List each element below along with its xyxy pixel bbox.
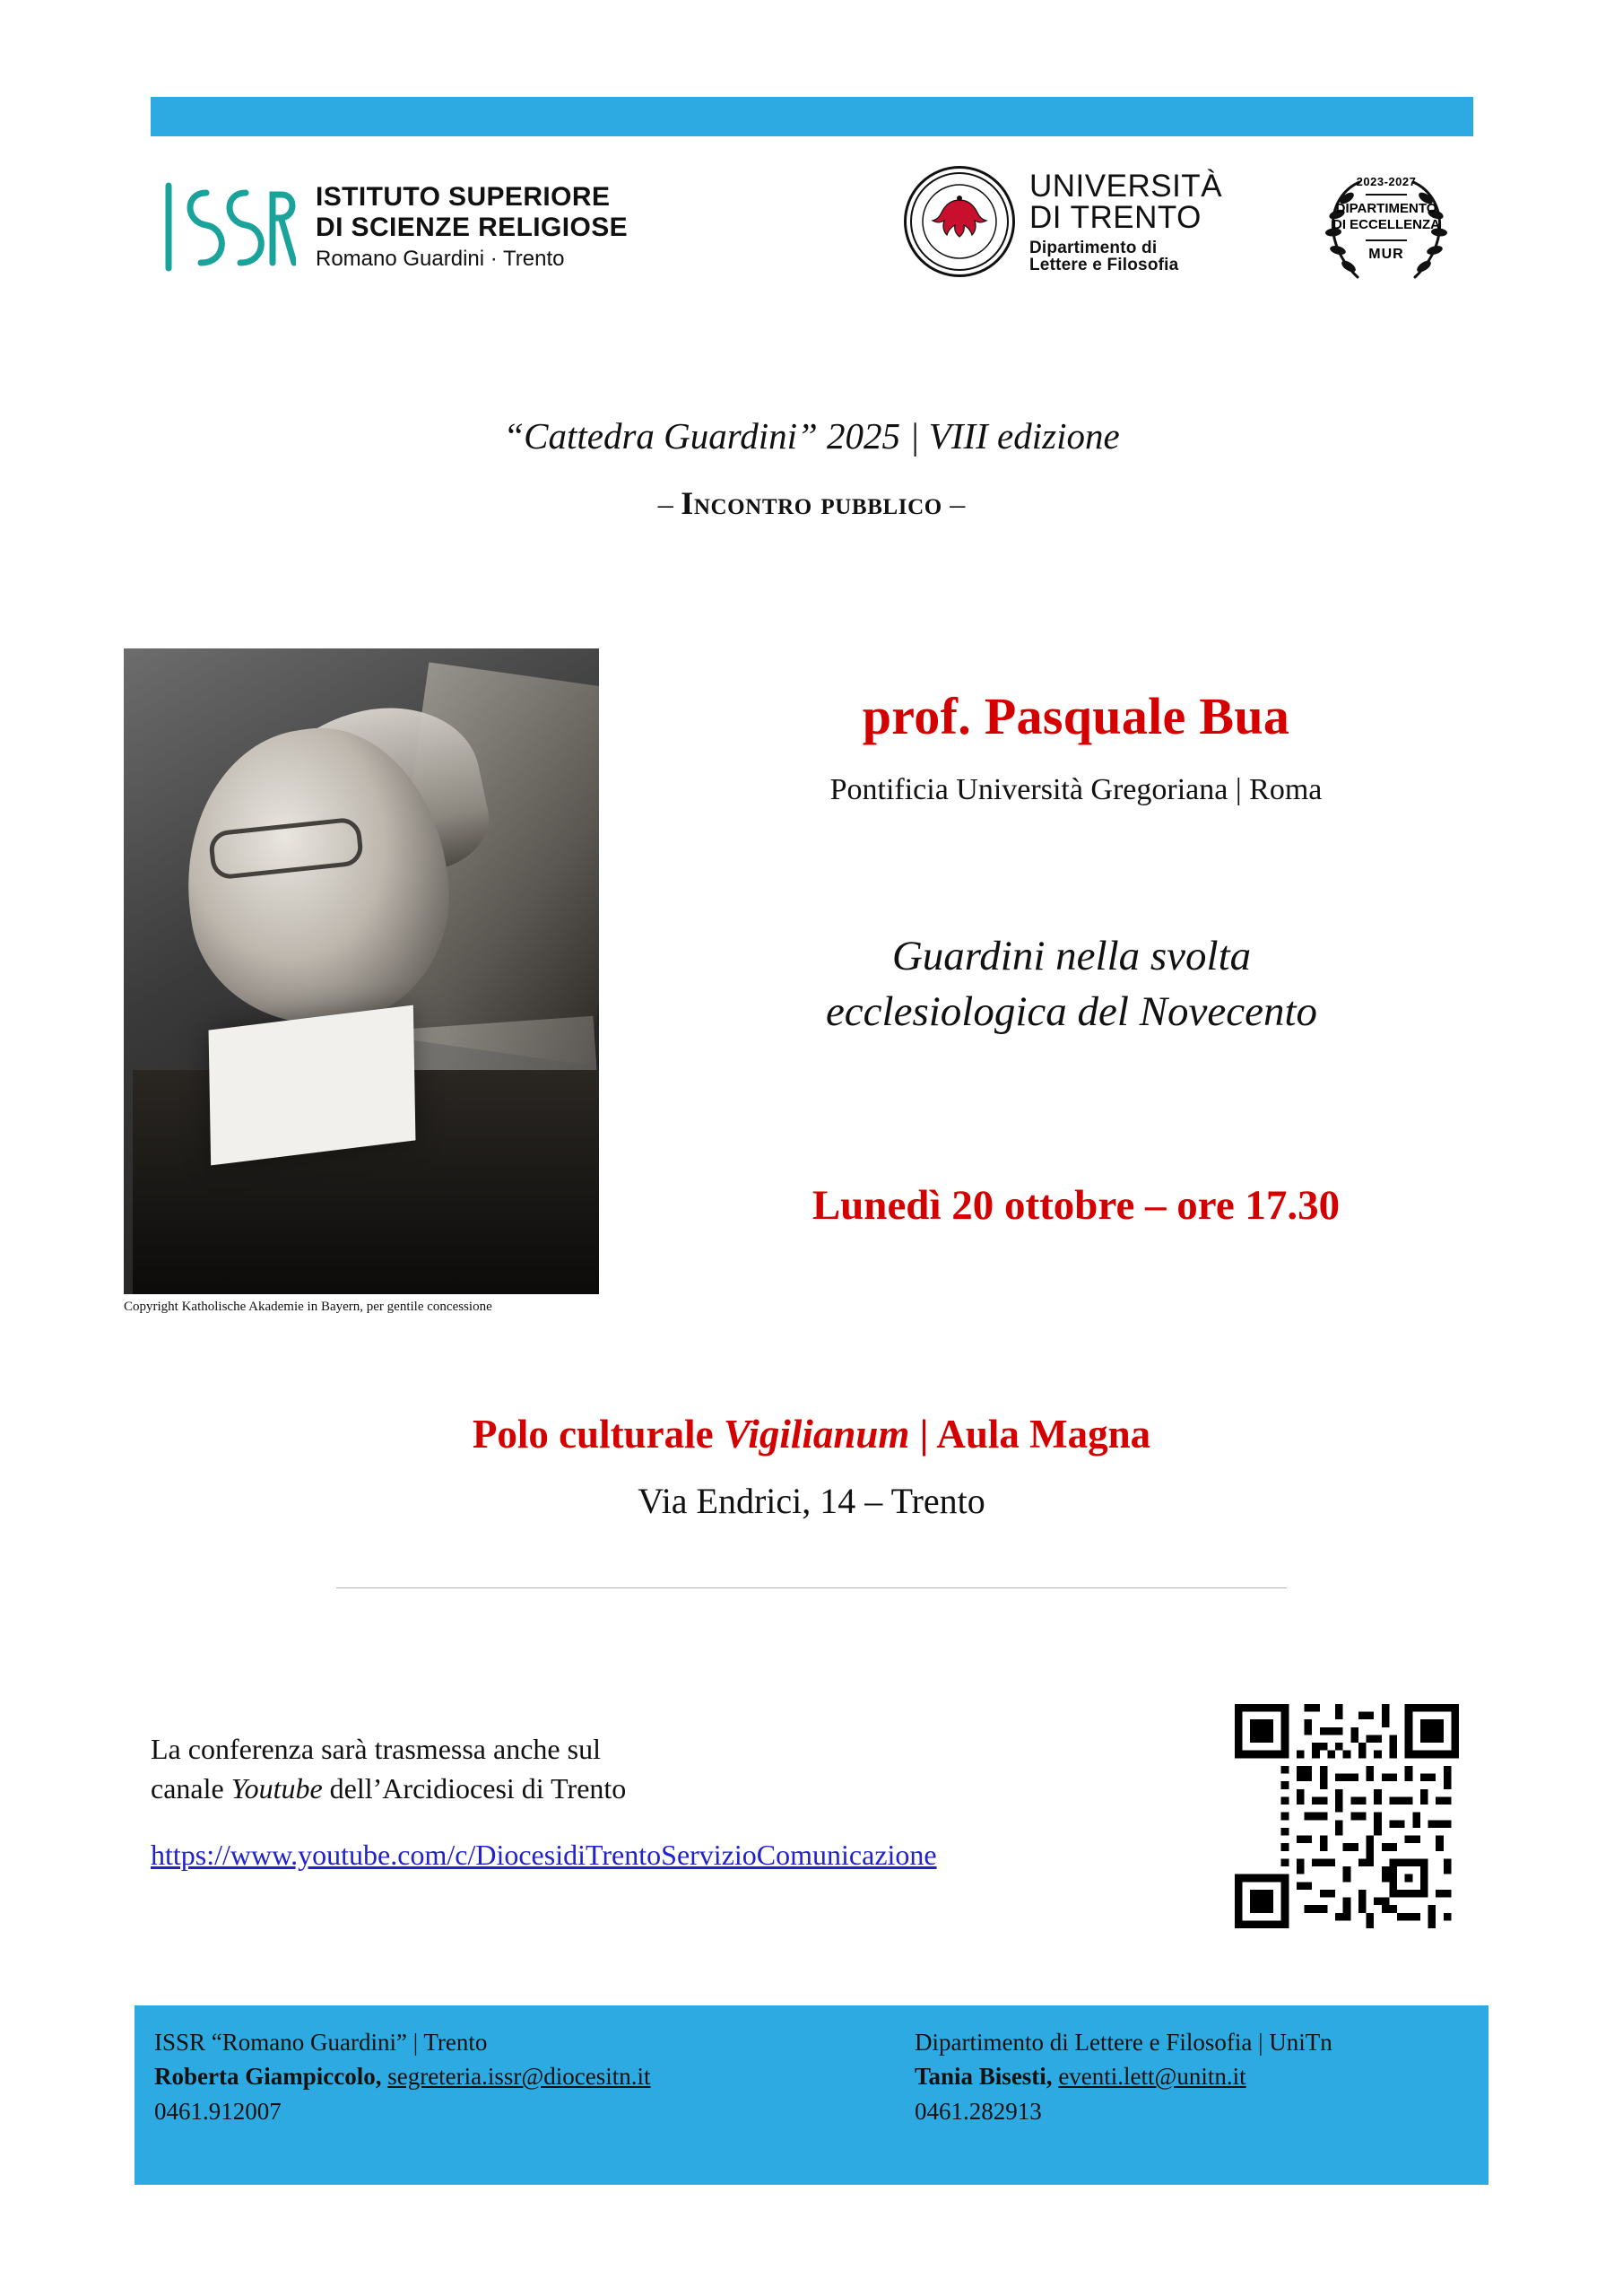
streaming-channel: Youtube [230,1772,323,1805]
issr-line3: Romano Guardini · Trento [316,246,565,271]
footer-left-phone: 0461.912007 [154,2097,282,2125]
streaming-line1: La conferenza sarà trasmessa anche sul [151,1733,601,1765]
event-kind-prefix: – [657,488,681,521]
unitn-seal-icon [904,166,1015,277]
event-datetime: Lunedì 20 ottobre – ore 17.30 [812,1182,1341,1229]
footer-left-column [154,2025,782,2128]
footer-right-column [915,2025,1488,2128]
unitn-wordmark [1029,170,1222,274]
issr-line2: DI SCIENZE RELIGIOSE [316,213,629,243]
venue-name-italic: Vigilianum [723,1412,910,1457]
event-kind-suffix: – [942,488,966,521]
talk-title-line2: ecclesiologica del Novecento [825,988,1318,1036]
footer-left-email[interactable]: segreteria.issr@diocesitn.it [387,2063,651,2091]
footer-right-name: Tania Bisesti, [915,2063,1053,2091]
venue-name [0,1411,1623,1457]
streaming-line2-b: dell’Arcidiocesi di Trento [322,1772,627,1805]
portrait-block [124,648,599,1315]
excellence-line1: DIPARTIMENTO [1335,200,1437,216]
series-title: “Cattedra Guardini” 2025 | VIII edizione [503,415,1120,457]
venue-name-pre: Polo culturale [472,1412,724,1457]
unitn-line2: DI TRENTO [1029,199,1202,235]
unitn-logo [904,166,1222,277]
event-kind-label: Incontro pubblico [681,485,942,521]
top-accent-bar [151,97,1473,136]
footer-right-org: Dipartimento di Lettere e Filosofia | UniTn [915,2029,1332,2056]
unitn-line4: Lettere e Filosofia [1029,255,1179,274]
footer-right-contact [915,2059,1488,2093]
issr-wordmark [316,182,628,271]
excellence-line2: DI ECCELLENZA [1332,216,1440,232]
footer-contacts [135,2005,1488,2185]
talk-title-line1: Guardini nella svolta [891,933,1252,979]
speaker-name: prof. Pasquale Bua [862,687,1290,745]
unitn-line1: UNIVERSITÀ [1029,168,1223,204]
section-divider [336,1587,1287,1588]
youtube-link[interactable]: https://www.youtube.com/c/DiocesidiTrentoServizioComunicazione [151,1839,937,1871]
photo-credit: Copyright Katholische Akademie in Bayern, per gentile concessione [124,1300,492,1314]
streaming-line2-a: canale [151,1772,231,1805]
event-kind [0,484,1623,522]
streaming-note [151,1729,1209,1808]
venue-name-post: | Aula Magna [909,1412,1151,1457]
excellence-line3: MUR [1368,246,1404,262]
speaker-affiliation: Pontificia Università Gregoriana | Roma [829,773,1323,806]
issr-logo [152,173,628,281]
footer-right-email[interactable]: eventi.lett@unitn.it [1058,2063,1246,2091]
unitn-line3: Dipartimento di [1029,238,1158,257]
logo-row [151,166,1473,327]
qr-code[interactable] [1235,1704,1459,1928]
footer-left-contact [154,2059,782,2093]
excellence-years: 2023-2027 [1356,175,1417,188]
excellence-badge [1306,168,1467,293]
issr-line1: ISTITUTO SUPERIORE [316,182,611,213]
footer-right-phone: 0461.282913 [915,2097,1042,2125]
excellence-text [1332,175,1440,263]
talk-title [619,928,1524,1039]
footer-left-name: Roberta Giampiccolo, [154,2063,382,2091]
venue-address: Via Endrici, 14 – Trento [638,1481,985,1521]
issr-monogram-icon [152,173,296,281]
footer-left-org: ISSR “Romano Guardini” | Trento [154,2029,488,2056]
streaming-line2 [151,1769,1209,1808]
portrait-photo [124,648,599,1294]
